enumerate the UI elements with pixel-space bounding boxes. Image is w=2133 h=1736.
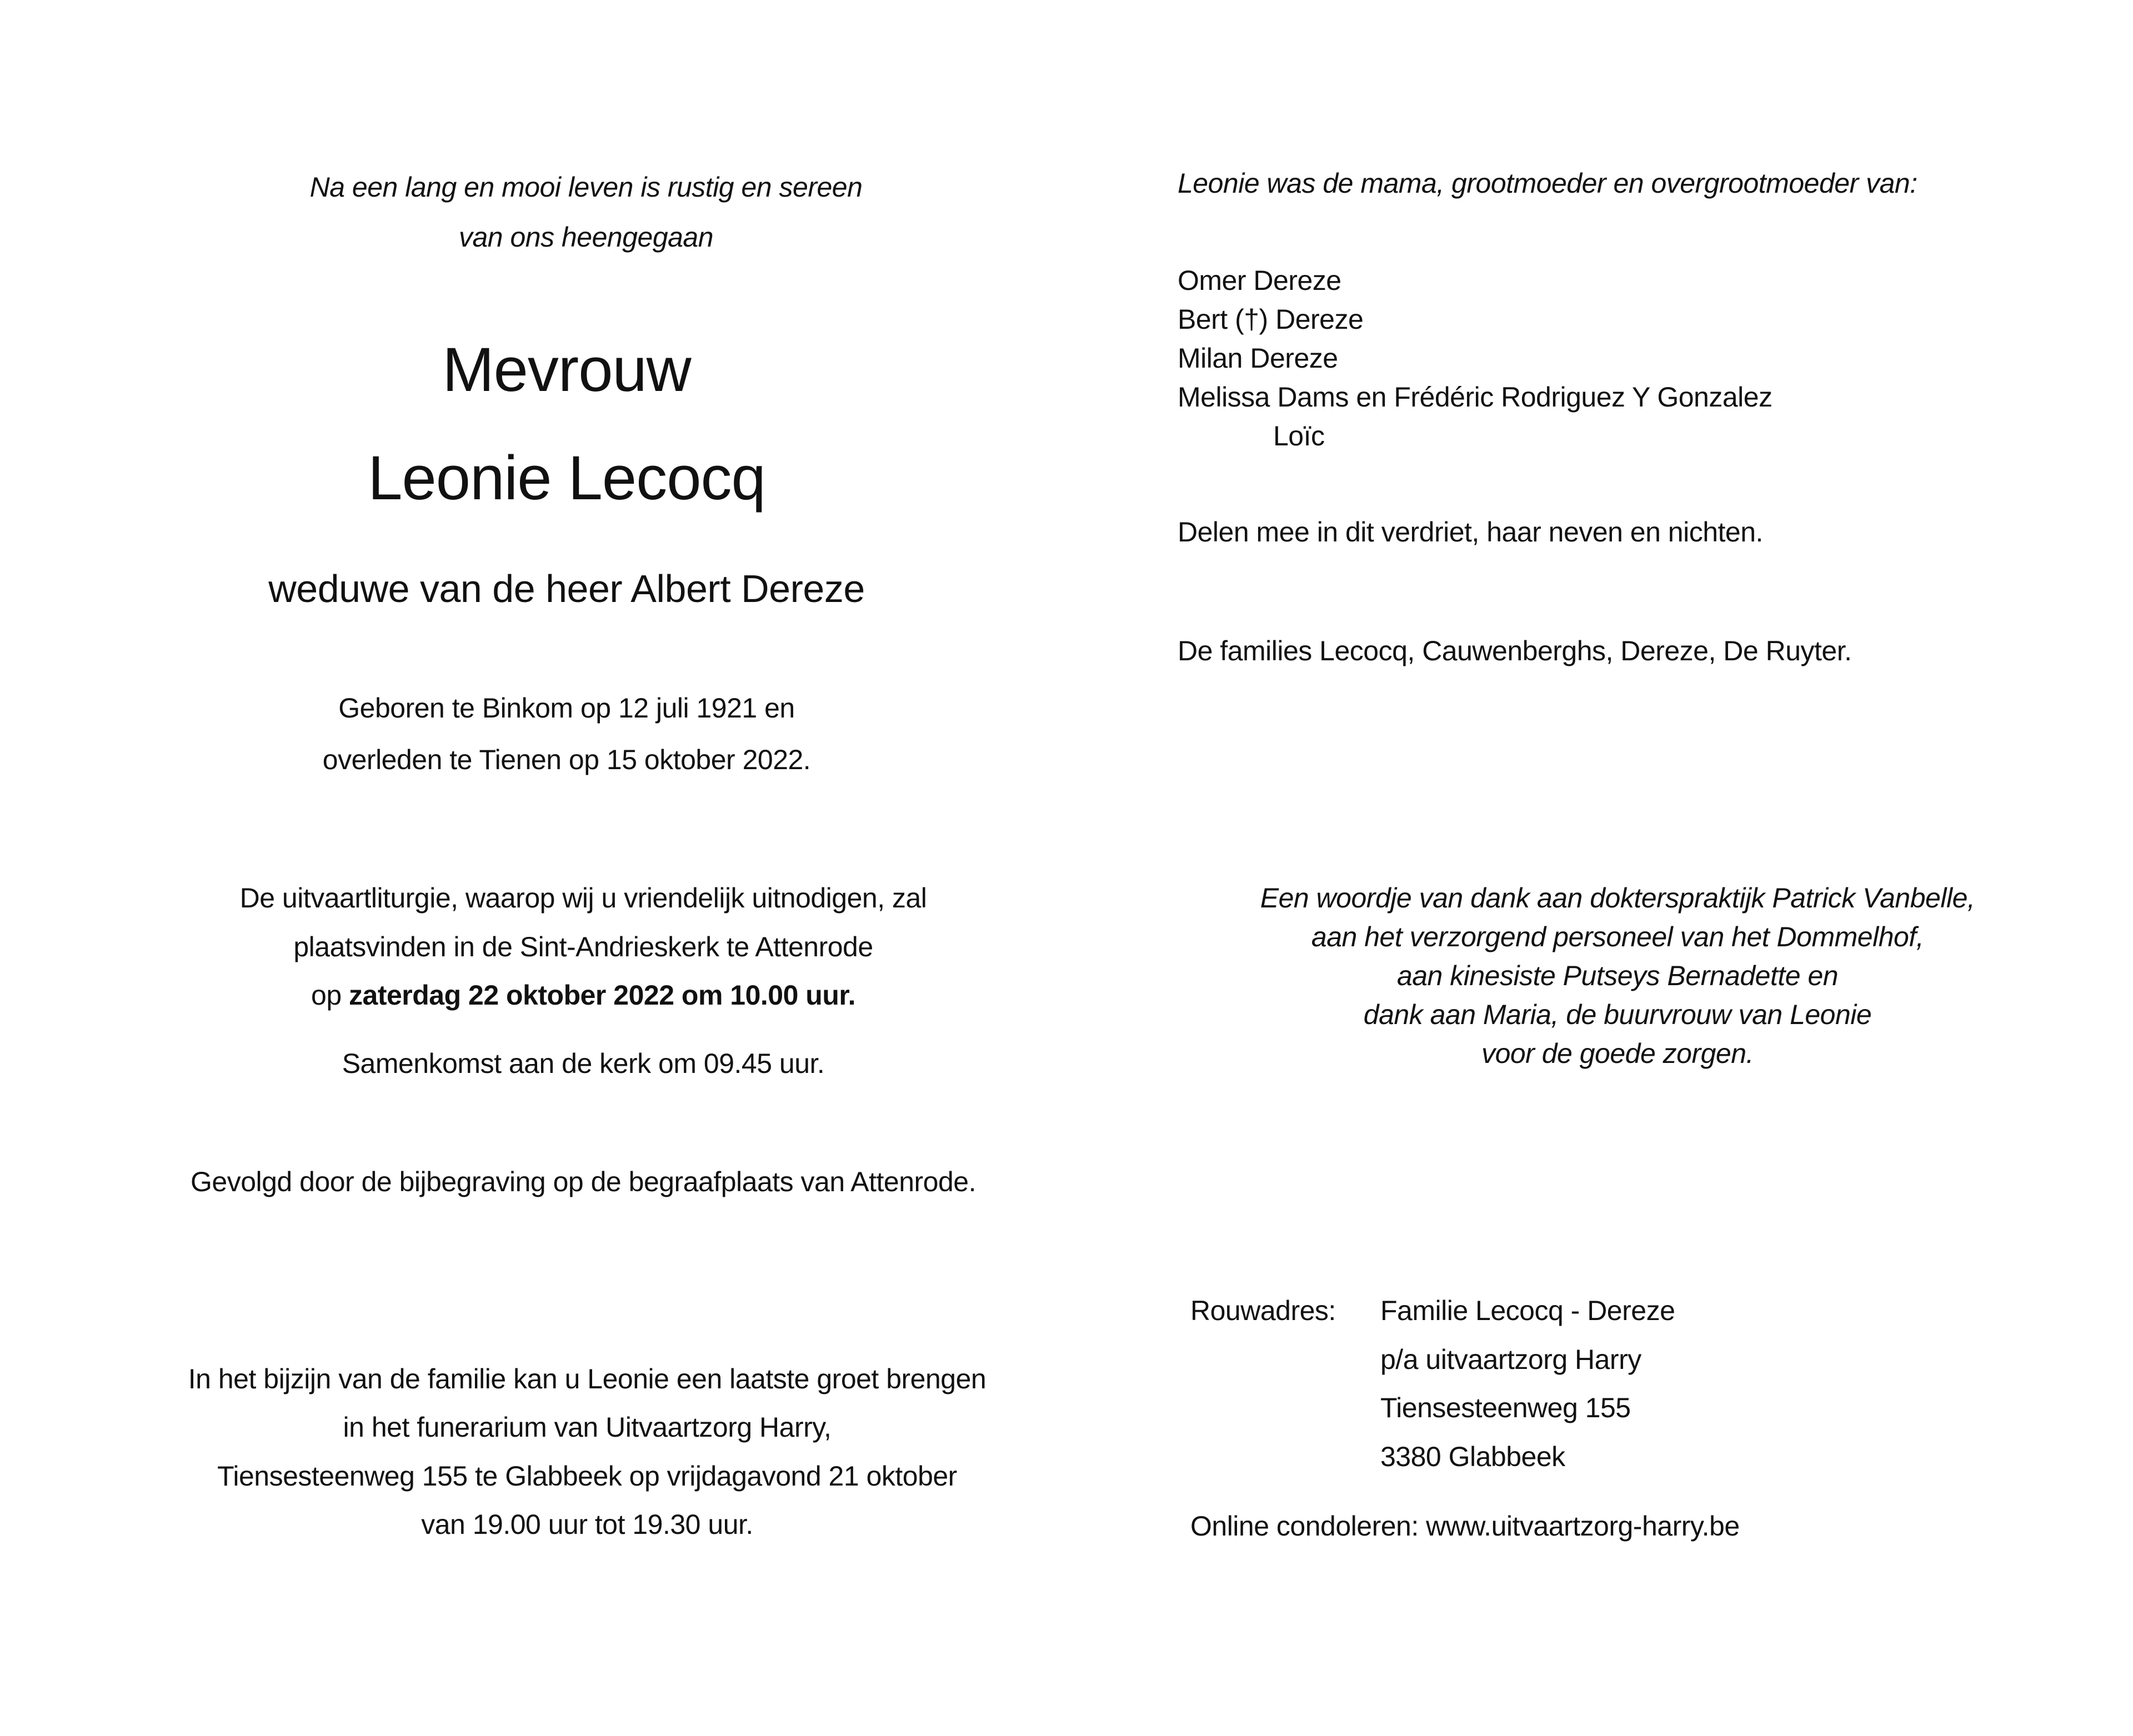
share-grief-line: Delen mee in dit verdriet, haar neven en nichten. [1178,516,1763,548]
visitation-line-1: In het bijzijn van de familie kan u Leonie een laatste groet brengen [188,1363,987,1394]
thanks-line-4: dank aan Maria, de buurvrouw van Leonie [1363,999,1872,1030]
visitation-line-3: Tiensesteenweg 155 te Glabbeek op vrijdagavond 21 oktober [217,1461,957,1492]
mourning-address-line-4: 3380 Glabbeek [1380,1441,1565,1472]
mourning-address-line-3: Tiensesteenweg 155 [1380,1392,1631,1423]
intro-line-2: van ons heengegaan [458,222,714,253]
gathering-line: Samenkomst aan de kerk om 09.45 uur. [342,1048,825,1079]
thanks-line-3: aan kinesiste Putseys Bernadette en [1396,960,1839,991]
family-member: Milan Dereze [1178,343,1338,374]
family-member: Bert (†) Dereze [1178,304,1364,335]
family-member: Melissa Dams en Frédéric Rodriguez Y Gonzalez [1178,382,1773,413]
family-intro: Leonie was de mama, grootmoeder en overgrootmoeder van: [1178,168,1917,199]
mourning-address-line-1: Familie Lecocq - Dereze [1380,1295,1675,1326]
liturgy-date: zaterdag 22 oktober 2022 om 10.00 uur. [349,980,855,1011]
salutation: Mevrouw [442,335,691,404]
liturgy-line-3 [311,981,855,1009]
mourning-address-label: Rouwadres: [1190,1295,1336,1326]
online-condolence-line: Online condoleren: www.uitvaartzorg-harry.be [1190,1511,1740,1542]
thanks-line-1: Een woordje van dank aan dokterspraktijk Patrick Vanbelle, [1260,882,1975,914]
thanks-line-2: aan het verzorgend personeel van het Dommelhof, [1311,921,1924,952]
liturgy-line-1: De uitvaartliturgie, waarop wij u vriendelijk uitnodigen, zal [239,882,927,914]
families-line: De families Lecocq, Cauwenberghs, Dereze, De Ruyter. [1178,635,1852,666]
born-line: Geboren te Binkom op 12 juli 1921 en [338,693,795,724]
mourning-address-line-2: p/a uitvaartzorg Harry [1380,1344,1641,1375]
widow-of: weduwe van de heer Albert Dereze [268,567,865,610]
deceased-name: Leonie Lecocq [368,443,765,513]
visitation-line-4: van 19.00 uur tot 19.30 uur. [421,1509,753,1540]
intro-line-1: Na een lang en mooi leven is rustig en sereen [309,172,863,203]
liturgy-line-2: plaatsvinden in de Sint-Andrieskerk te Attenrode [293,931,873,962]
family-member-grandchild: Loïc [1273,420,1325,451]
died-line: overleden te Tienen op 15 oktober 2022. [322,744,811,775]
thanks-line-5: voor de goede zorgen. [1481,1038,1754,1069]
liturgy-date-prefix: op [311,980,349,1011]
visitation-line-2: in het funerarium van Uitvaartzorg Harry, [343,1412,832,1443]
burial-line: Gevolgd door de bijbegraving op de begraafplaats van Attenrode. [191,1166,976,1197]
family-member: Omer Dereze [1178,265,1341,296]
